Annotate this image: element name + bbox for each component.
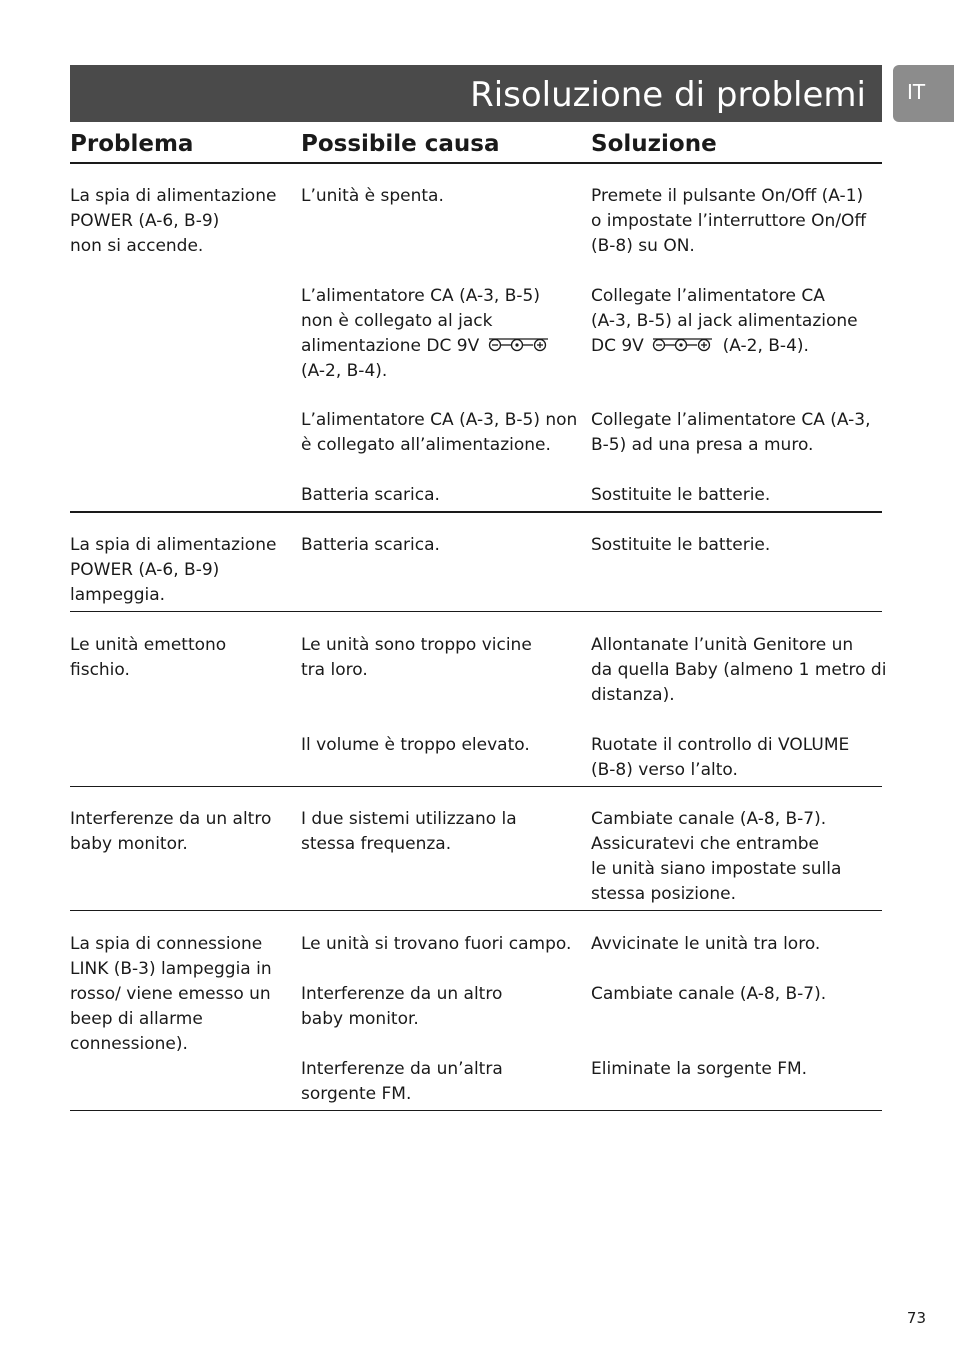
text-line <box>591 334 858 359</box>
solution-cell <box>591 284 858 359</box>
solution-cell <box>591 733 849 783</box>
cause-cell <box>301 408 577 458</box>
language-tab <box>893 65 954 122</box>
text-line: lampeggia. <box>70 585 166 605</box>
column-header-cause: Possibile causa <box>301 131 500 157</box>
problem-cell <box>70 807 271 857</box>
text-line: Collegate l’alimentatore CA (A-3, <box>591 410 871 430</box>
row-divider <box>70 1110 882 1111</box>
text-line: connessione). <box>70 1034 188 1054</box>
problem-cell <box>70 932 272 1057</box>
text-line: B-5) ad una presa a muro. <box>591 435 814 455</box>
title-bar <box>70 65 882 122</box>
text-line: POWER (A-6, B-9) <box>70 560 220 580</box>
text-line: stessa frequenza. <box>301 834 452 854</box>
cause-cell <box>301 807 517 857</box>
text-line: (B-8) su ON. <box>591 236 695 256</box>
row-divider <box>70 910 882 911</box>
text-line: La spia di alimentazione <box>70 535 277 555</box>
problem-cell <box>70 184 276 259</box>
text-line: (B-8) verso l’alto. <box>591 760 738 780</box>
solution-cell <box>591 1057 807 1082</box>
text-line: distanza). <box>591 685 675 705</box>
text-line: Eliminate la sorgente FM. <box>591 1059 808 1079</box>
text-line: (A-2, B-4). <box>301 361 388 381</box>
text-line: Le unità sono troppo vicine <box>301 635 532 655</box>
text-line: Interferenze da un altro <box>301 984 503 1004</box>
text-line: Batteria scarica. <box>301 485 440 505</box>
row-divider <box>70 511 882 513</box>
text-span: (A-2, B-4). <box>722 336 809 356</box>
page-title: Risoluzione di problemi <box>470 75 866 115</box>
row-divider <box>70 786 882 787</box>
text-line: è collegato all’alimentazione. <box>301 435 551 455</box>
text-line: non si accende. <box>70 236 204 256</box>
text-line: I due sistemi utilizzano la <box>301 809 517 829</box>
text-line: Cambiate canale (A-8, B-7). <box>591 984 827 1004</box>
page-number: 73 <box>906 1309 926 1327</box>
text-line: baby monitor. <box>70 834 188 854</box>
solution-cell <box>591 982 826 1007</box>
cause-cell <box>301 1057 503 1107</box>
column-header-problem: Problema <box>70 131 194 157</box>
text-line: fischio. <box>70 660 130 680</box>
problem-cell <box>70 633 226 683</box>
text-line: (A-3, B-5) al jack alimentazione <box>591 311 858 331</box>
text-line: Le unità emettono <box>70 635 227 655</box>
cause-cell <box>301 633 532 683</box>
column-header-solution: Soluzione <box>591 131 717 157</box>
solution-cell <box>591 533 770 558</box>
text-line: Sostituite le batterie. <box>591 485 771 505</box>
text-line: Il volume è troppo elevato. <box>301 735 530 755</box>
cause-cell <box>301 483 440 508</box>
cause-cell <box>301 733 530 758</box>
text-line: L’alimentatore CA (A-3, B-5) <box>301 286 540 306</box>
solution-cell <box>591 932 820 957</box>
text-line: o impostate l’interruttore On/Off <box>591 211 867 231</box>
text-line: non è collegato al jack <box>301 311 493 331</box>
dc-polarity-icon <box>487 337 551 353</box>
text-line: Avvicinate le unità tra loro. <box>591 934 821 954</box>
text-line: Batteria scarica. <box>301 535 440 555</box>
cause-cell <box>301 533 440 558</box>
text-line: rosso/ viene emesso un <box>70 984 271 1004</box>
text-line: La spia di alimentazione <box>70 186 277 206</box>
text-line: LINK (B-3) lampeggia in <box>70 959 272 979</box>
text-line: Ruotate il controllo di VOLUME <box>591 735 850 755</box>
text-line: da quella Baby (almeno 1 metro di <box>591 660 887 680</box>
problem-cell <box>70 533 276 608</box>
text-line: La spia di connessione <box>70 934 263 954</box>
text-line: Assicuratevi che entrambe <box>591 834 820 854</box>
text-span: DC 9V <box>591 336 644 356</box>
solution-cell <box>591 483 770 508</box>
text-line: Le unità si trovano fuori campo. <box>301 934 572 954</box>
cause-cell <box>301 184 444 209</box>
text-line: L’unità è spenta. <box>301 186 444 206</box>
text-span: alimentazione DC 9V <box>301 336 480 356</box>
text-line: Collegate l’alimentatore CA <box>591 286 825 306</box>
text-line: stessa posizione. <box>591 884 736 904</box>
cause-cell <box>301 284 553 384</box>
dc-polarity-icon <box>651 337 715 353</box>
text-line <box>301 334 553 359</box>
text-line: sorgente FM. <box>301 1084 412 1104</box>
text-line: Interferenze da un’altra <box>301 1059 503 1079</box>
solution-cell <box>591 807 841 907</box>
text-line: POWER (A-6, B-9) <box>70 211 220 231</box>
header-divider <box>70 162 882 164</box>
cause-cell <box>301 982 502 1032</box>
text-line: Interferenze da un altro <box>70 809 272 829</box>
text-line: Premete il pulsante On/Off (A-1) <box>591 186 864 206</box>
text-line: Allontanate l’unità Genitore un <box>591 635 854 655</box>
solution-cell <box>591 184 866 259</box>
text-line: tra loro. <box>301 660 368 680</box>
language-tab-label: IT <box>907 80 926 104</box>
cause-cell <box>301 932 571 957</box>
text-line: L’alimentatore CA (A-3, B-5) non <box>301 410 578 430</box>
text-line: baby monitor. <box>301 1009 419 1029</box>
row-divider <box>70 611 882 612</box>
solution-cell <box>591 633 886 708</box>
text-line: beep di allarme <box>70 1009 203 1029</box>
text-line: Sostituite le batterie. <box>591 535 771 555</box>
text-line: le unità siano impostate sulla <box>591 859 842 879</box>
text-line: Cambiate canale (A-8, B-7). <box>591 809 827 829</box>
solution-cell <box>591 408 870 458</box>
